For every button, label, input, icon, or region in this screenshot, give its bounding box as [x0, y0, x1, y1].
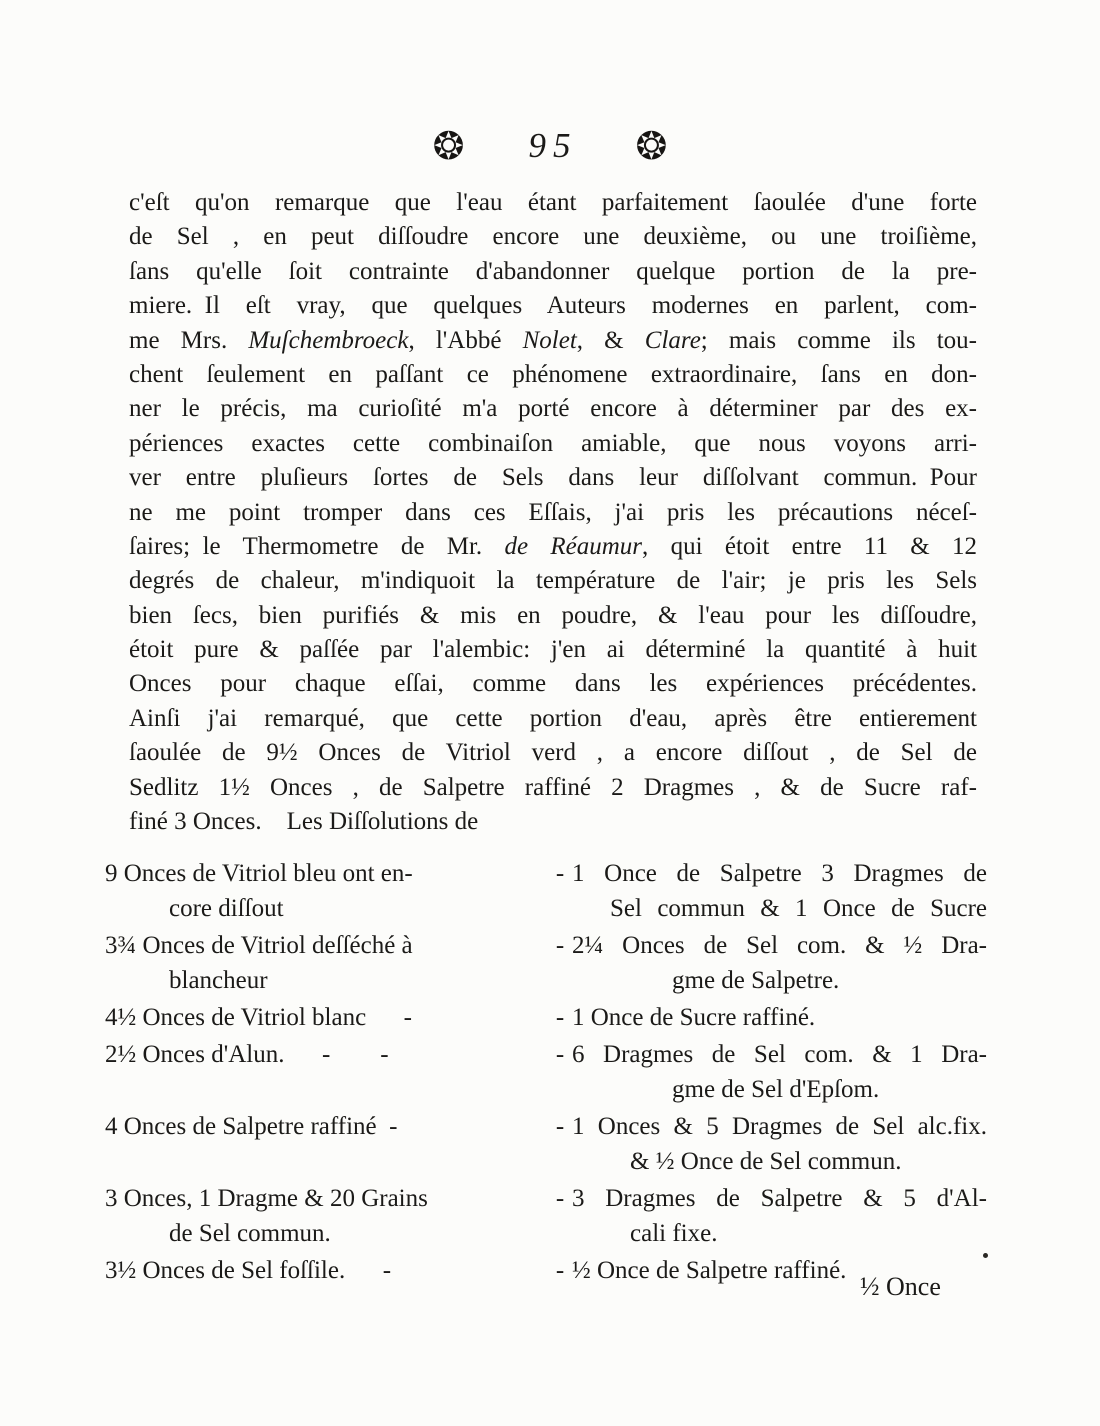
- separator-dash: -: [555, 1185, 565, 1212]
- list-row: [105, 856, 987, 926]
- list-row: [105, 1181, 987, 1251]
- entry-line: 4 Onces de Salpetre raffiné -: [105, 1113, 398, 1140]
- left-entry: [105, 856, 548, 926]
- right-entry: [572, 1037, 987, 1107]
- list-row: [105, 1109, 987, 1179]
- right-entry: [572, 928, 987, 998]
- text-segment: , qui étoit entre 11 & 12: [642, 532, 977, 560]
- right-entry: [572, 1109, 987, 1179]
- entry-line: 3¾ Onces de Vitriol deſſéché à: [105, 932, 413, 959]
- text-line: ſans qu'elle ſoit contrainte d'abandonner quelque portion de la pre-: [129, 257, 977, 285]
- author-name: Clare: [644, 326, 701, 354]
- catchword: ½ Once: [860, 1272, 941, 1301]
- right-entry: [572, 1181, 987, 1251]
- dissolution-list: [105, 856, 987, 1290]
- text-line: de Sel , en peut diſſoudre encore une deuxième, ou une troiſième,: [129, 223, 977, 251]
- text-line: périences exactes cette combinaiſon amiable, que nous voyons arri-: [129, 429, 977, 457]
- page-header: [0, 126, 1100, 166]
- rosette-ornament-icon: ❂: [635, 124, 668, 168]
- text-line: finé 3 Onces. Les Diſſolutions de: [129, 808, 479, 836]
- text-line: ner le précis, ma curioſité m'a porté encore à déterminer par des ex-: [129, 395, 977, 423]
- entry-line: Sel commun & 1 Once de Sucre: [610, 895, 987, 922]
- entry-line: 2¼ Onces de Sel com. & ½ Dra-: [572, 932, 987, 959]
- text-line: étoit pure & paſſée par l'alembic: j'en ai déterminé la quantité à huit: [129, 636, 977, 664]
- text-line: chent ſeulement en paſſant ce phénomene extraordinaire, ſans en don-: [129, 360, 977, 388]
- entry-line: & ½ Once de Sel commun.: [630, 1148, 902, 1175]
- list-row: [105, 928, 987, 998]
- right-entry: [572, 856, 987, 926]
- left-entry: [105, 1109, 548, 1144]
- text-line: [129, 324, 977, 358]
- text-segment: , &: [576, 326, 645, 354]
- separator-dash: -: [555, 932, 565, 959]
- page-number: 95: [528, 126, 578, 165]
- entry-line: blancheur: [169, 967, 268, 994]
- author-name: de Réaumur: [504, 532, 643, 560]
- text-segment: ſaires; le Thermometre de Mr.: [129, 532, 505, 560]
- entry-line: 1 Onces & 5 Dragmes de Sel alc.fix.: [572, 1113, 987, 1140]
- author-name: Muſchembroeck: [248, 326, 409, 354]
- text-segment: , l'Abbé: [408, 326, 523, 354]
- text-line: miere. Il eſt vray, que quelques Auteurs modernes en parlent, com-: [129, 292, 977, 320]
- entry-line: 1 Once de Sucre raffiné.: [572, 1004, 816, 1031]
- left-entry: [105, 1253, 548, 1288]
- list-row: [105, 1000, 987, 1035]
- text-line: ſaoulée de 9½ Onces de Vitriol verd , a encore diſſout , de Sel de: [129, 739, 977, 767]
- separator-dash: -: [555, 1004, 565, 1031]
- text-line: degrés de chaleur, m'indiquoit la température de l'air; je pris les Sels: [129, 567, 977, 595]
- entry-line: cali fixe.: [630, 1220, 718, 1247]
- separator-dash: -: [555, 1113, 565, 1140]
- left-entry: [105, 928, 548, 998]
- entry-line: gme de Sel d'Epſom.: [672, 1076, 880, 1103]
- list-row: [105, 1037, 987, 1107]
- author-name: Nolet: [522, 326, 577, 354]
- text-segment: ; mais comme ils tou-: [700, 326, 977, 354]
- entry-line: 1 Once de Salpetre 3 Dragmes de: [572, 860, 987, 887]
- left-entry: [105, 1181, 548, 1251]
- list-row: [105, 1253, 987, 1288]
- right-entry: [572, 1000, 987, 1035]
- text-line: ne me point tromper dans ces Eſſais, j'ai pris les précautions néceſ-: [129, 498, 977, 526]
- separator-dash: -: [555, 860, 565, 887]
- text-line: [129, 530, 977, 564]
- entry-line: de Sel commun.: [169, 1220, 331, 1247]
- entry-line: 3 Onces, 1 Dragme & 20 Grains: [105, 1185, 428, 1212]
- entry-line: core diſſout: [169, 895, 284, 922]
- entry-line: 4½ Onces de Vitriol blanc -: [105, 1004, 412, 1031]
- text-line: ver entre pluſieurs ſortes de Sels dans leur diſſolvant commun. Pour: [129, 464, 977, 492]
- separator-dash: -: [555, 1041, 565, 1068]
- entry-line: 3 Dragmes de Salpetre & 5 d'Al-: [572, 1185, 987, 1212]
- entry-line: 6 Dragmes de Sel com. & 1 Dra-: [572, 1041, 987, 1068]
- entry-line: ½ Once de Salpetre raffiné.: [572, 1257, 847, 1284]
- text-line: Ainſi j'ai remarqué, que cette portion d'eau, après être entierement: [129, 704, 977, 732]
- left-entry: [105, 1000, 548, 1035]
- left-entry: [105, 1037, 548, 1072]
- ink-speck: [983, 1253, 988, 1258]
- body-paragraph: [129, 186, 977, 839]
- text-line: bien ſecs, bien purifiés & mis en poudre, & l'eau pour les diſſoudre,: [129, 601, 977, 629]
- text-line: c'eſt qu'on remarque que l'eau étant parfaitement ſaoulée d'une forte: [129, 189, 977, 216]
- entry-line: 3½ Onces de Sel foſſile. -: [105, 1257, 392, 1284]
- entry-line: 9 Onces de Vitriol bleu ont en-: [105, 860, 413, 887]
- rosette-ornament-icon: ❂: [432, 124, 465, 168]
- text-line: Onces pour chaque eſſai, comme dans les expériences précédentes.: [129, 670, 977, 698]
- text-segment: me Mrs.: [129, 326, 249, 354]
- separator-dash: -: [555, 1257, 565, 1284]
- entry-line: 2½ Onces d'Alun. - -: [105, 1041, 389, 1068]
- entry-line: gme de Salpetre.: [672, 967, 840, 994]
- text-line: Sedlitz 1½ Onces , de Salpetre raffiné 2 Dragmes , & de Sucre raf-: [129, 773, 977, 801]
